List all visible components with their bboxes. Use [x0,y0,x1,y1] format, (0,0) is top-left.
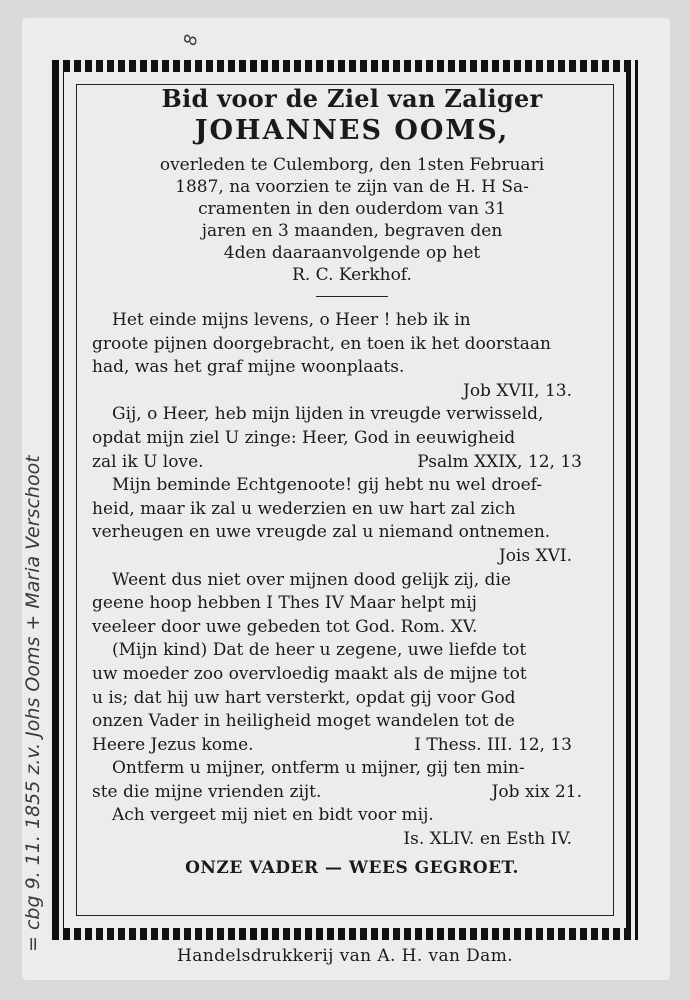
intro-line: 1887, na voorzien te zijn van de H. H Sa- [175,177,529,197]
verse-line: Ach vergeet mij niet en bidt voor mij. [112,805,434,826]
verse-line: zal ik U love. [92,451,204,472]
verse-line: had, was het graf mijne woonplaats. [92,357,405,378]
verse-line: onzen Vader in heiligheid moget wandelen tot de [92,711,515,732]
verse-line: Het einde mijns levens, o Heer ! heb ik in [112,310,471,330]
verse-row [92,781,612,805]
card-content [92,80,612,878]
intro-line: overleden te Culemborg, den 1sten Februari [159,155,545,175]
printer-credit: Handelsdrukkerij van A. H. van Dam. [176,946,514,966]
verse-line: Ontferm u mijner, ontferm u mijner, gij ten min- [112,758,525,779]
separator-line [316,296,388,297]
verse-reference: Jois XVI. [498,545,572,566]
verses-block [92,309,612,852]
intro-line: cramenten in den ouderdom van 31 [198,199,506,219]
verse-line: uw moeder zoo overvloedig maakt als de mijne tot [92,663,527,684]
verse-reference: I Thess. III. 12, 13 [414,734,572,755]
verse-line: opdat mijn ziel U zinge: Heer, God in eeuwigheid [92,427,516,448]
verse-reference: Job XVII, 13. [463,380,572,401]
verse-line: Heere Jezus kome. [92,734,254,755]
handwritten-corner-note: 8 [180,32,203,48]
verse-line: u is; dat hij uw hart versterkt, opdat gij voor God [92,687,516,708]
verse-line: Mijn beminde Echtgenoote! gij hebt nu wel droef- [112,475,543,496]
verse-reference: Job xix 21. [491,781,582,802]
verse-line: verheugen en uwe vreugde zal u niemand ontnemen. [92,522,551,543]
prayer-heading: Bid voor de Ziel van Zaliger [161,84,543,113]
death-notice [92,154,612,286]
verse-row [92,451,612,475]
verse-line: (Mijn kind) Dat de heer u zegene, uwe liefde tot [112,640,527,661]
closing-prayers: ONZE VADER — WEES GEGROET. [185,857,519,878]
verse-row [92,734,612,758]
intro-line: jaren en 3 maanden, begraven den [201,221,503,241]
verse-line: heid, maar ik zal u wederzien en uw hart zal zich [92,498,516,519]
verse-line: geene hoop hebben I Thes IV Maar helpt mij [92,593,477,614]
verse-line: veeleer door uwe gebeden tot God. Rom. XV. [92,616,478,637]
verse-line: Weent dus niet over mijnen dood gelijk zij, die [112,569,511,590]
verse-reference: Is. XLIV. en Esth IV. [403,829,572,850]
handwritten-margin-note: = cbg 9. 11. 1855 z.v. Johs Ooms + Maria Verschoot [22,455,44,952]
verse-line: groote pijnen doorgebracht, en toen ik het doorstaan [92,333,551,354]
intro-line: 4den daaraanvolgende op het [223,243,481,263]
verse-reference: Psalm XXIX, 12, 13 [417,451,582,472]
verse-line: Gij, o Heer, heb mijn lijden in vreugde verwisseld, [112,404,544,425]
deceased-name: JOHANNES OOMS, [194,115,510,146]
intro-line: R. C. Kerkhof. [292,265,412,285]
verse-line: ste die mijne vrienden zijt. [92,781,322,802]
